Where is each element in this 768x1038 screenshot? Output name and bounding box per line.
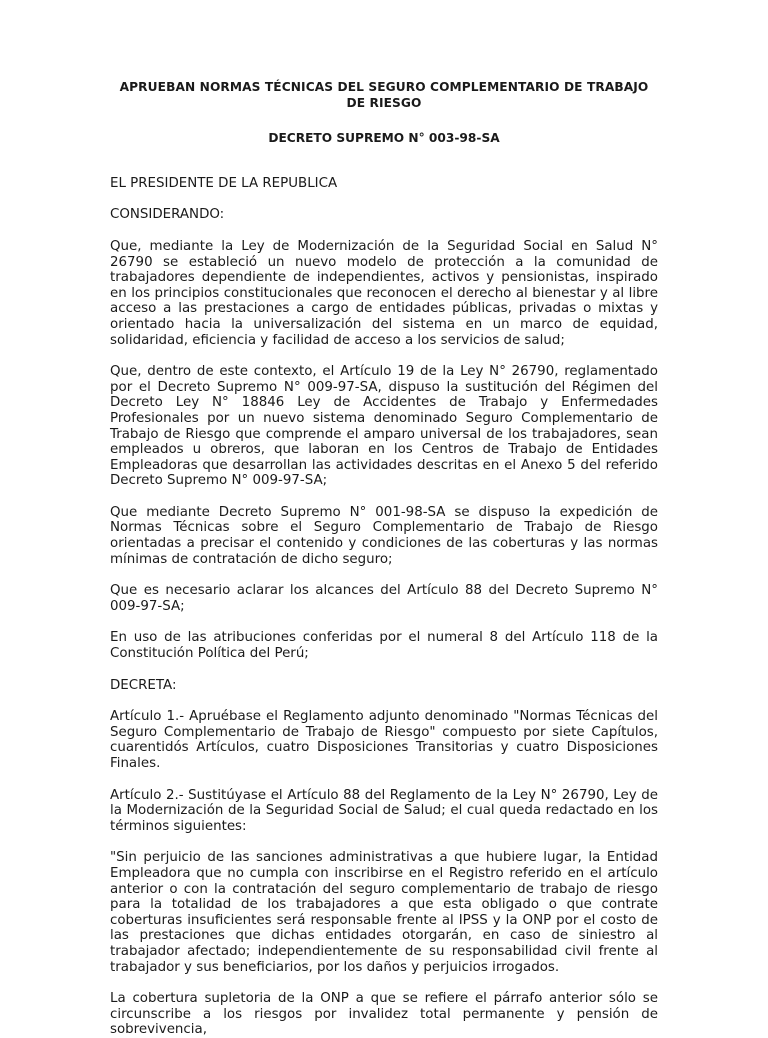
article-1: Artículo 1.- Apruébase el Reglamento adjunto denominado "Normas Técnicas del Seguro Complementario de Trabajo de Riesgo" compuesto por siete Capítulos, cuarentidós Artículos, cuatro Disposiciones Transitorias y cuatro Disposiciones Finales. [110, 709, 658, 771]
considerando-heading: CONSIDERANDO: [110, 207, 225, 223]
article-2-quote: "Sin perjuicio de las sanciones administrativas a que hubiere lugar, la Entidad Empleadora que no cumpla con inscribirse en el Registro referido en el artículo anterior o con la contratación del seguro complementario de trabajo de riesgo para la totalidad de los trabajadores a que esta obligado o que contrate coberturas insuficientes será responsable frente al IPSS y la ONP por el costo de las prestaciones que dichas entidades otorgarán, en caso de siniestro al trabajador afectado; independientemente de su responsabilidad civil frente al trabajador y sus beneficiarios, por los daños y perjuicios irrogados. [110, 850, 658, 975]
decreta-heading: DECRETA: [110, 677, 177, 693]
paragraph-considerando-4: Que es necesario aclarar los alcances del Artículo 88 del Decreto Supremo N° 009-97-SA; [110, 583, 658, 614]
document-page [110, 80, 658, 1038]
paragraph-considerando-2: Que, dentro de este contexto, el Artículo 19 de la Ley N° 26790, reglamentado por el Decreto Supremo N° 009-97-SA, dispuso la sustitución del Régimen del Decreto Ley N° 18846 Ley de Accidentes de Trabajo y Enfermedades Profesionales por un nuevo sistema denominado Seguro Complementario de Trabajo de Riesgo que comprende el amparo universal de los trabajadores, sean empleados u obreros, que laboran en los Centros de Trabajo de Entidades Empleadoras que desarrollan las actividades descritas en el Anexo 5 del referido Decreto Supremo N° 009-97-SA; [110, 364, 658, 489]
president-heading: EL PRESIDENTE DE LA REPUBLICA [110, 175, 338, 191]
decree-number: DECRETO SUPREMO N° 003-98-SA [268, 131, 500, 146]
paragraph-considerando-1: Que, mediante la Ley de Modernización de la Seguridad Social en Salud N° 26790 se estableció un nuevo modelo de protección a la comunidad de trabajadores dependiente de independientes, activos y pensionistas, inspirado en los principios constitucionales que reconocen el derecho al bienestar y al libre acceso a las prestaciones a cargo de entidades públicas, privadas o mixtas y orientado hacia la universalización del sistema en un marco de equidad, solidaridad, eficiencia y facilidad de acceso a los servicios de salud; [110, 238, 658, 348]
article-2-coverage: La cobertura supletoria de la ONP a que se refiere el párrafo anterior sólo se circunscribe a los riesgos por invalidez total permanente y pensión de sobrevivencia, [110, 991, 658, 1038]
paragraph-considerando-5: En uso de las atribuciones conferidas por el numeral 8 del Artículo 118 de la Constitución Política del Perú; [110, 630, 658, 662]
paragraph-considerando-3: Que mediante Decreto Supremo N° 001-98-SA se dispuso la expedición de Normas Técnicas sobre el Seguro Complementario de Trabajo de Riesgo orientadas a precisar el contenido y condiciones de las coberturas y las normas mínimas de contratación de dicho seguro; [110, 504, 658, 567]
document-title: APRUEBAN NORMAS TÉCNICAS DEL SEGURO COMPLEMENTARIO DE TRABAJO DE RIESGO [119, 80, 649, 110]
article-2: Artículo 2.- Sustitúyase el Artículo 88 del Reglamento de la Ley N° 26790, Ley de la Modernización de la Seguridad Social de Salud; el cual queda redactado en los términos siguientes: [110, 787, 658, 834]
